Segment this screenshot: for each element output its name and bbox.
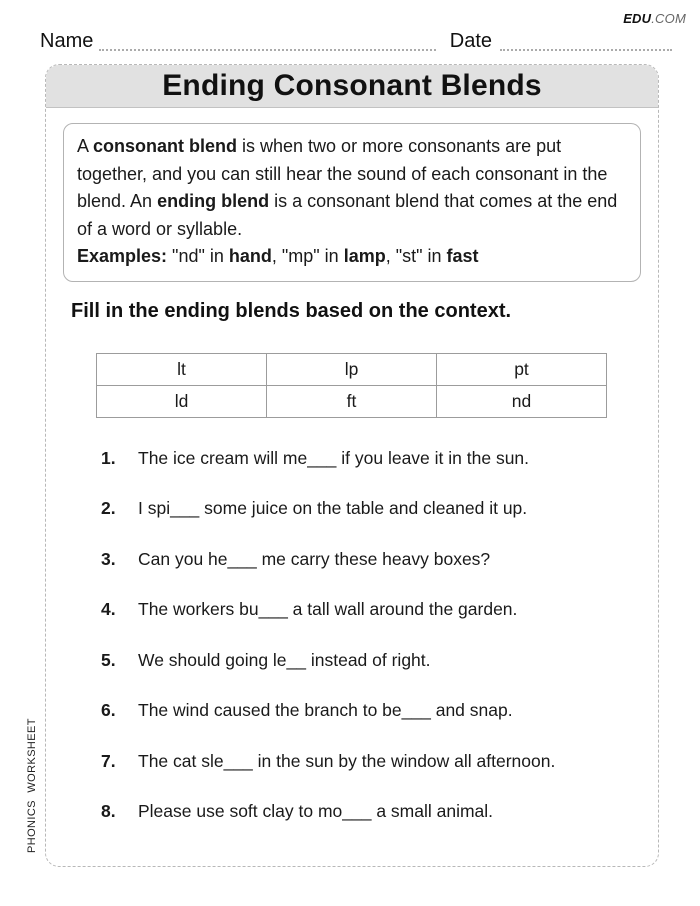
sentence-text: The cat sle___ in the sun by the window all afternoon. bbox=[138, 750, 556, 771]
worksheet-title: Ending Consonant Blends bbox=[162, 69, 542, 102]
sentence-list bbox=[101, 447, 648, 823]
brand-logo-rest: .COM bbox=[651, 11, 686, 26]
sentence-item bbox=[101, 497, 648, 519]
blends-table bbox=[96, 353, 607, 418]
sentence-number: 1. bbox=[101, 447, 116, 468]
definition-text: A consonant blend is when two or more consonants are put together, and you can still hear the sound of each consonant in the blend. An ending blend is a consonant blend that comes at the end of a word or syllable. Examples: "nd" in hand, "mp" in lamp, "st" in fast bbox=[77, 136, 618, 266]
sentence-text: We should going le__ instead of right. bbox=[138, 649, 431, 670]
sentence-number: 5. bbox=[101, 649, 116, 670]
date-fill-line[interactable] bbox=[500, 43, 672, 51]
blend-cell: ld bbox=[97, 385, 267, 417]
blend-cell: lt bbox=[97, 353, 267, 385]
sentence-number: 6. bbox=[101, 700, 116, 720]
date-label: Date bbox=[449, 30, 492, 52]
phonics-worksheet-vertical-label: PHONICS WORKSHEET bbox=[26, 718, 38, 853]
sentence-number: 4. bbox=[101, 599, 116, 619]
sentence-text: The ice cream will me___ if you leave it in the sun. bbox=[138, 447, 530, 468]
sentence-item bbox=[101, 447, 648, 469]
definition-box bbox=[63, 123, 641, 282]
sentence-text: I spi___ some juice on the table and cleaned it up. bbox=[138, 498, 528, 518]
blend-cell: lp bbox=[267, 353, 437, 385]
sentence-item bbox=[101, 699, 648, 721]
blends-table-row bbox=[97, 353, 607, 385]
blend-cell: ft bbox=[267, 385, 437, 417]
sentence-item bbox=[101, 548, 648, 570]
sentence-number: 3. bbox=[101, 548, 116, 569]
blends-table-row bbox=[97, 385, 607, 417]
worksheet-box bbox=[45, 64, 659, 867]
brand-logo bbox=[623, 11, 686, 26]
sentence-item bbox=[101, 750, 648, 772]
sentence-text: The workers bu___ a tall wall around the garden. bbox=[138, 599, 518, 619]
sentence-text: The wind caused the branch to be___ and snap. bbox=[138, 700, 513, 720]
instructions-heading: Fill in the ending blends based on the context. bbox=[71, 299, 512, 322]
name-date-row bbox=[40, 28, 672, 54]
blend-cell: pt bbox=[437, 353, 607, 385]
sentence-text: Please use soft clay to mo___ a small animal. bbox=[138, 801, 494, 821]
blend-cell: nd bbox=[437, 385, 607, 417]
sentence-number: 2. bbox=[101, 498, 116, 518]
name-fill-line[interactable] bbox=[99, 43, 435, 51]
sentence-number: 8. bbox=[101, 801, 116, 821]
sentence-text: Can you he___ me carry these heavy boxes? bbox=[138, 548, 491, 569]
name-label: Name bbox=[40, 30, 94, 52]
worksheet-header bbox=[46, 65, 658, 108]
brand-logo-bold: EDU bbox=[623, 11, 652, 26]
sentence-item bbox=[101, 649, 648, 671]
sentence-item bbox=[101, 598, 648, 620]
sentence-item bbox=[101, 800, 648, 822]
sentence-number: 7. bbox=[101, 750, 116, 771]
